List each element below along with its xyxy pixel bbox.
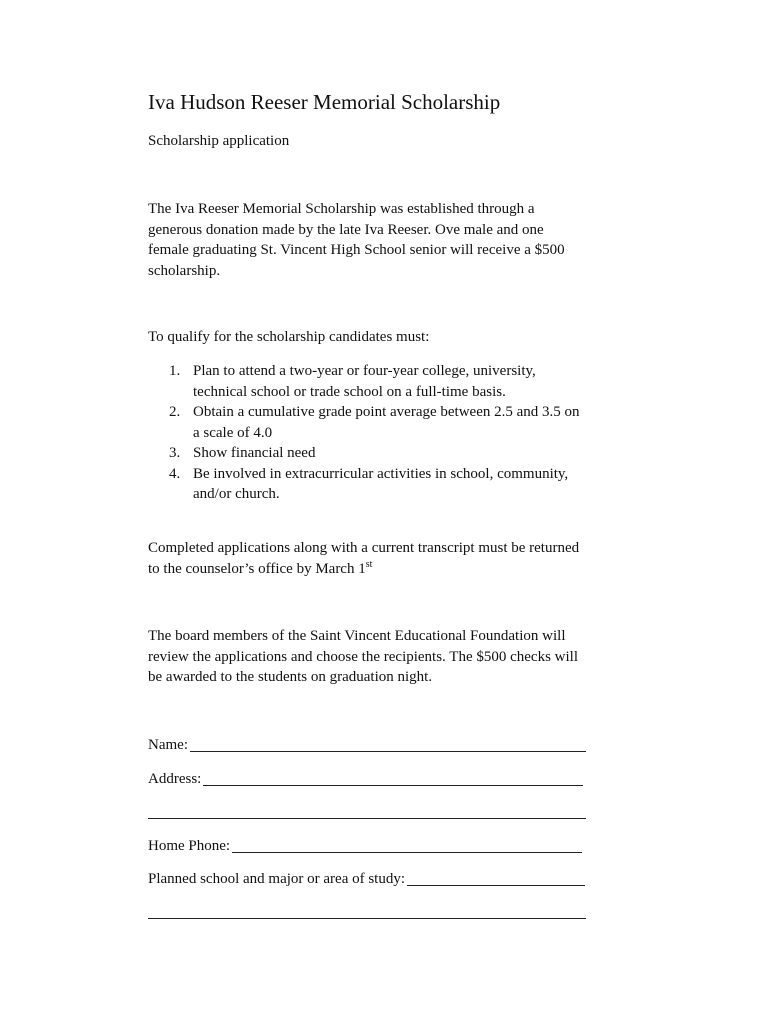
list-item [148,402,588,443]
document-subtitle: Scholarship application [148,133,290,149]
phone-field[interactable] [232,834,582,853]
list-item [148,361,588,402]
address-label: Address: [148,771,202,787]
name-label: Name: [148,737,188,753]
list-item-number: 4. [169,465,181,482]
intro-paragraph: The Iva Reeser Memorial Scholarship was established through a generous donation made by the late Iva Reeser. Ove male and one female graduating St. Vincent High School senior will receive a $500 scholarship. [148,201,565,279]
address-field-row [148,767,583,789]
requirements-list [148,361,588,505]
document-title: Iva Hudson Reeser Memorial Scholarship [148,90,501,114]
list-item-text: Plan to attend a two-year or four-year college, university, technical school or trade school on a full-time basis. [193,363,536,400]
deadline-superscript: st [365,558,373,570]
phone-label: Home Phone: [148,838,231,854]
name-field-row [148,733,586,755]
phone-field-row [148,834,582,856]
list-item [148,443,588,464]
school-field[interactable] [407,867,585,886]
school-label: Planned school and major or area of study: [148,871,406,887]
school-line-2-field[interactable] [148,918,586,919]
address-line-2-field[interactable] [148,818,586,819]
list-item-text: Be involved in extracurricular activities in school, community, and/or church. [193,465,569,502]
list-item-number: 1. [169,363,181,379]
board-paragraph: The board members of the Saint Vincent Educational Foundation will review the applications and choose the recipients. The $500 checks will be awarded to the students on graduation night. [148,628,579,685]
name-field[interactable] [190,733,586,752]
list-item-number: 2. [169,404,181,420]
list-item-text: Show financial need [193,445,316,461]
address-field[interactable] [203,767,583,786]
list-item-number: 3. [169,445,181,461]
school-field-row [148,867,585,889]
deadline-paragraph [148,538,588,579]
qualify-lead-text: To qualify for the scholarship candidates must: [148,329,430,345]
list-item-text: Obtain a cumulative grade point average between 2.5 and 3.5 on a scale of 4.0 [193,404,580,441]
deadline-text: Completed applications along with a current transcript must be returned to the counselor’s office by March 1 [148,540,580,577]
list-item [148,464,588,505]
